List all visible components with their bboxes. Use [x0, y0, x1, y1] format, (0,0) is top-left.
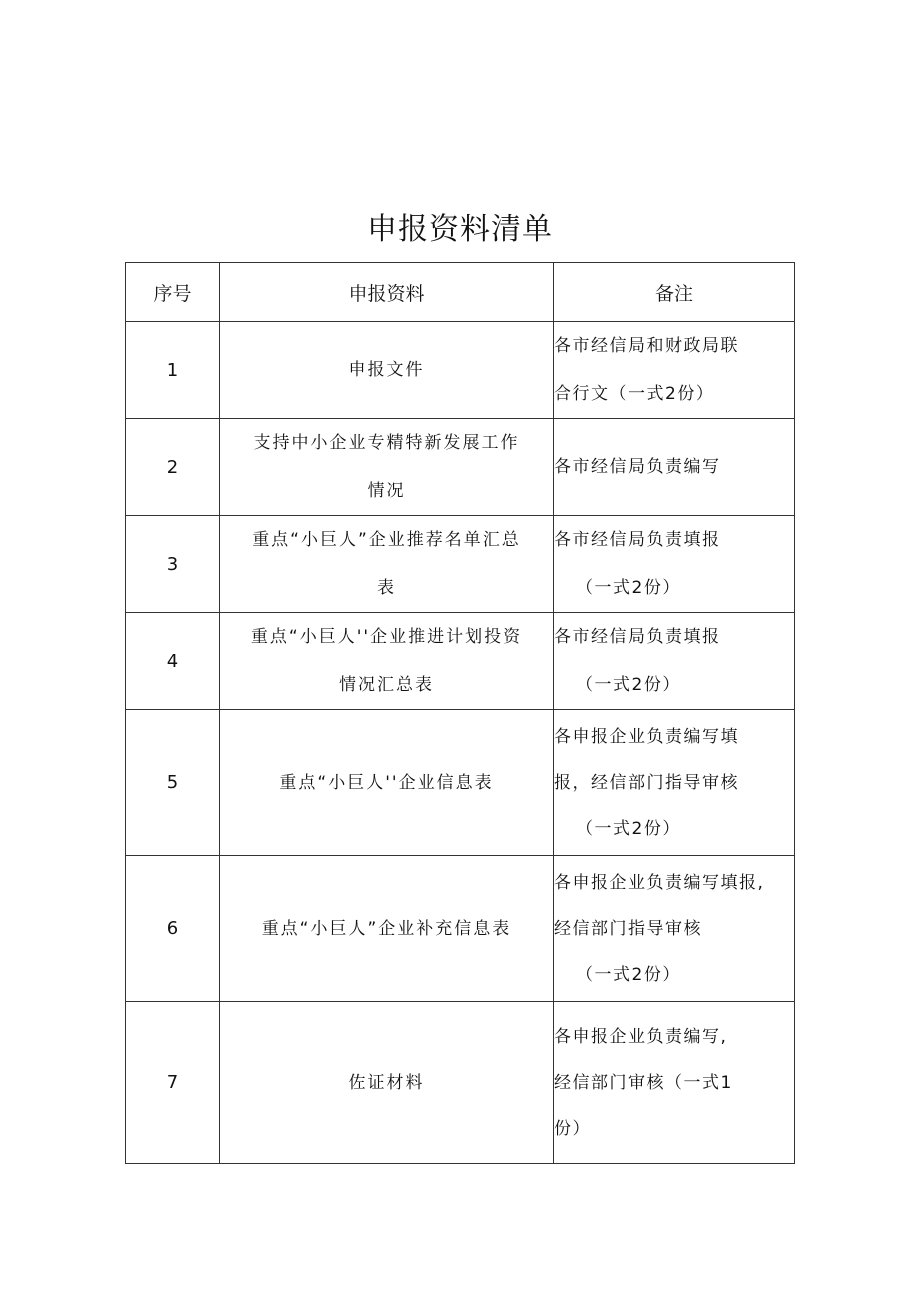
material-line: 重点“小巨人''企业推进计划投资 [250, 627, 523, 647]
header-note: 备注 [554, 263, 795, 322]
note-line: 各市经信局负责编写 [554, 457, 721, 477]
row-note [554, 322, 795, 419]
note-line: 经信部门审核（一式1 [554, 1072, 733, 1093]
note-line: 各申报企业负责编写填 [554, 726, 739, 747]
table-row [126, 710, 795, 856]
row-seq: 6 [126, 856, 220, 1002]
row-seq: 7 [126, 1002, 220, 1164]
note-line: 各申报企业负责编写填报, [554, 872, 765, 893]
note-line: 各市经信局负责填报 [554, 530, 721, 550]
row-material [220, 710, 554, 856]
material-line: 重点“小巨人''企业信息表 [279, 772, 494, 793]
material-line: 重点“小巨人”企业推荐名单汇总 [252, 530, 521, 550]
table-row [126, 419, 795, 516]
note-line: （一式2份） [576, 818, 681, 839]
note-line: （一式2份） [576, 964, 681, 985]
row-material [220, 322, 554, 419]
note-line: 各市经信局负责填报 [554, 627, 721, 647]
note-line: （一式2份） [576, 578, 681, 598]
row-material [220, 613, 554, 710]
row-material [220, 856, 554, 1002]
row-note [554, 516, 795, 613]
material-line: 情况汇总表 [339, 675, 434, 695]
material-line: 支持中小企业专精特新发展工作 [253, 433, 520, 453]
row-note [554, 613, 795, 710]
material-line: 申报文件 [348, 360, 425, 380]
table-row [126, 516, 795, 613]
material-line: 表 [377, 578, 396, 598]
note-line: （一式2份） [576, 675, 681, 695]
row-note [554, 419, 795, 516]
row-material [220, 516, 554, 613]
row-seq: 4 [126, 613, 220, 710]
row-material [220, 419, 554, 516]
row-seq: 1 [126, 322, 220, 419]
note-line: 各申报企业负责编写, [554, 1026, 728, 1047]
row-material [220, 1002, 554, 1164]
row-note [554, 1002, 795, 1164]
note-line: 各市经信局和财政局联 [554, 336, 739, 356]
header-material: 申报资料 [220, 263, 554, 322]
table-header-row [126, 263, 795, 322]
header-seq: 序号 [126, 263, 220, 322]
note-line: 合行文（一式2份） [554, 384, 715, 404]
note-line: 份） [554, 1118, 591, 1139]
table-row [126, 1002, 795, 1164]
note-line: 报，经信部门指导审核 [554, 772, 739, 793]
row-seq: 2 [126, 419, 220, 516]
row-note [554, 856, 795, 1002]
material-line: 佐证材料 [348, 1072, 425, 1093]
material-line: 情况 [367, 481, 406, 501]
table-row [126, 856, 795, 1002]
table-row [126, 613, 795, 710]
row-seq: 3 [126, 516, 220, 613]
material-line: 重点“小巨人”企业补充信息表 [261, 918, 512, 939]
note-line: 经信部门指导审核 [554, 918, 702, 939]
row-note [554, 710, 795, 856]
row-seq: 5 [126, 710, 220, 856]
page-title: 申报资料清单 [367, 212, 553, 247]
table-row [126, 322, 795, 419]
materials-table [125, 262, 795, 1164]
